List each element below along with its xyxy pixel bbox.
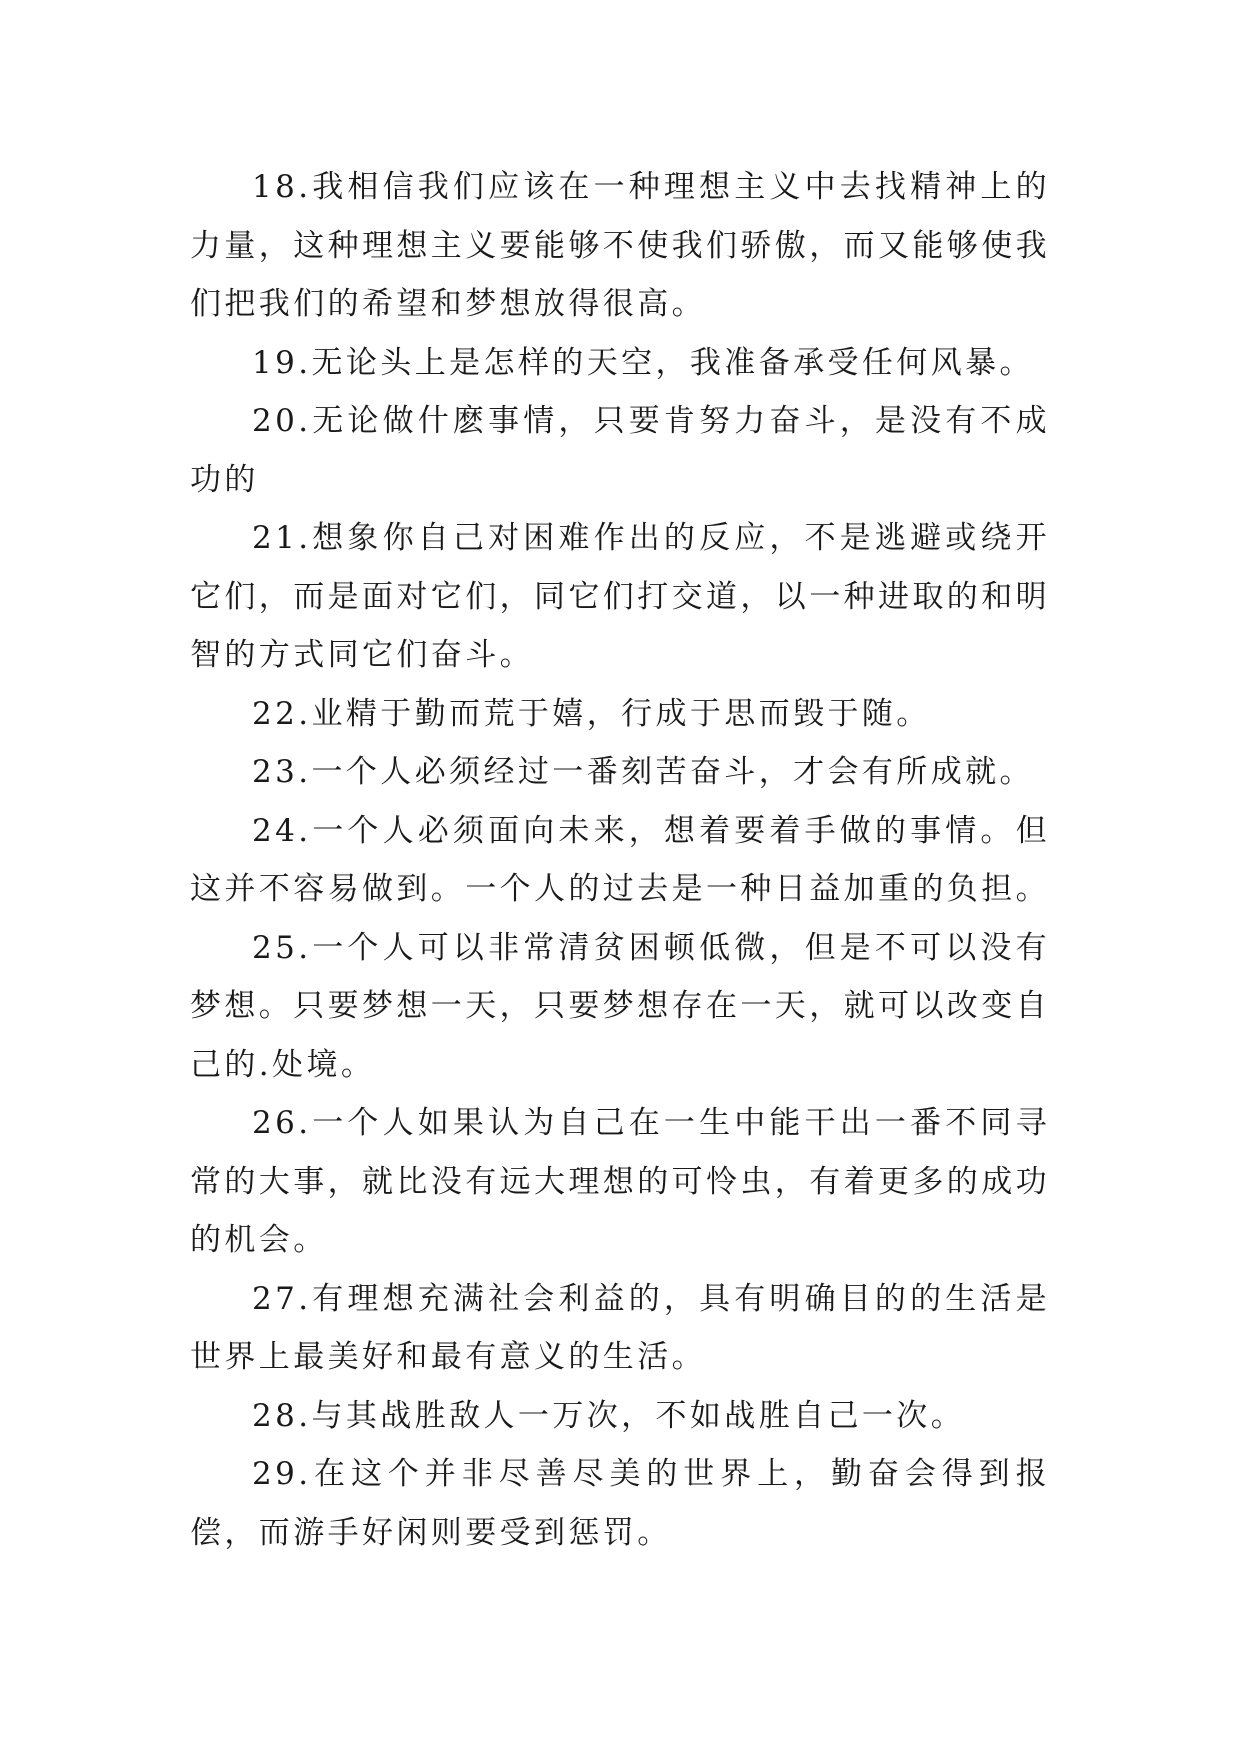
quote-28: 28.与其战胜敌人一万次，不如战胜自己一次。 [252, 1397, 966, 1434]
quote-22: 22.业精于勤而荒于嬉，行成于思而毁于随。 [252, 695, 931, 732]
quote-24: 24.一个人必须面向未来，想着要着手做的事情。但这并不容易做到。一个人的过去是一种日益加重的负担。 [190, 812, 1050, 907]
quote-18: 18.我相信我们应该在一种理想主义中去找精神上的力量，这种理想主义要能够不使我们骄傲，而又能够使我们把我们的希望和梦想放得很高。 [190, 169, 1050, 322]
quote-19: 19.无论头上是怎样的天空，我准备承受任何风暴。 [252, 344, 1034, 381]
document-body [190, 158, 1050, 1562]
quote-25: 25.一个人可以非常清贫困顿低微，但是不可以没有梦想。只要梦想一天，只要梦想存在一天，就可以改变自己的.处境。 [190, 929, 1050, 1083]
quote-21: 21.想象你自己对困难作出的反应，不是逃避或绕开它们，而是面对它们，同它们打交道，以一种进取的和明智的方式同它们奋斗。 [190, 520, 1050, 673]
quote-23: 23.一个人必须经过一番刻苦奋斗，才会有所成就。 [252, 754, 1034, 790]
quote-26: 26.一个人如果认为自己在一生中能干出一番不同寻常的大事，就比没有远大理想的可怜虫，有着更多的成功的机会。 [190, 1105, 1050, 1258]
quote-20: 20.无论做什麽事情，只要肯努力奋斗，是没有不成功的 [190, 403, 1050, 498]
quote-27: 27.有理想充满社会利益的，具有明确目的的生活是世界上最美好和最有意义的生活。 [190, 1280, 1050, 1375]
quote-29: 29.在这个并非尽善尽美的世界上，勤奋会得到报偿，而游手好闲则要受到惩罚。 [190, 1456, 1050, 1551]
